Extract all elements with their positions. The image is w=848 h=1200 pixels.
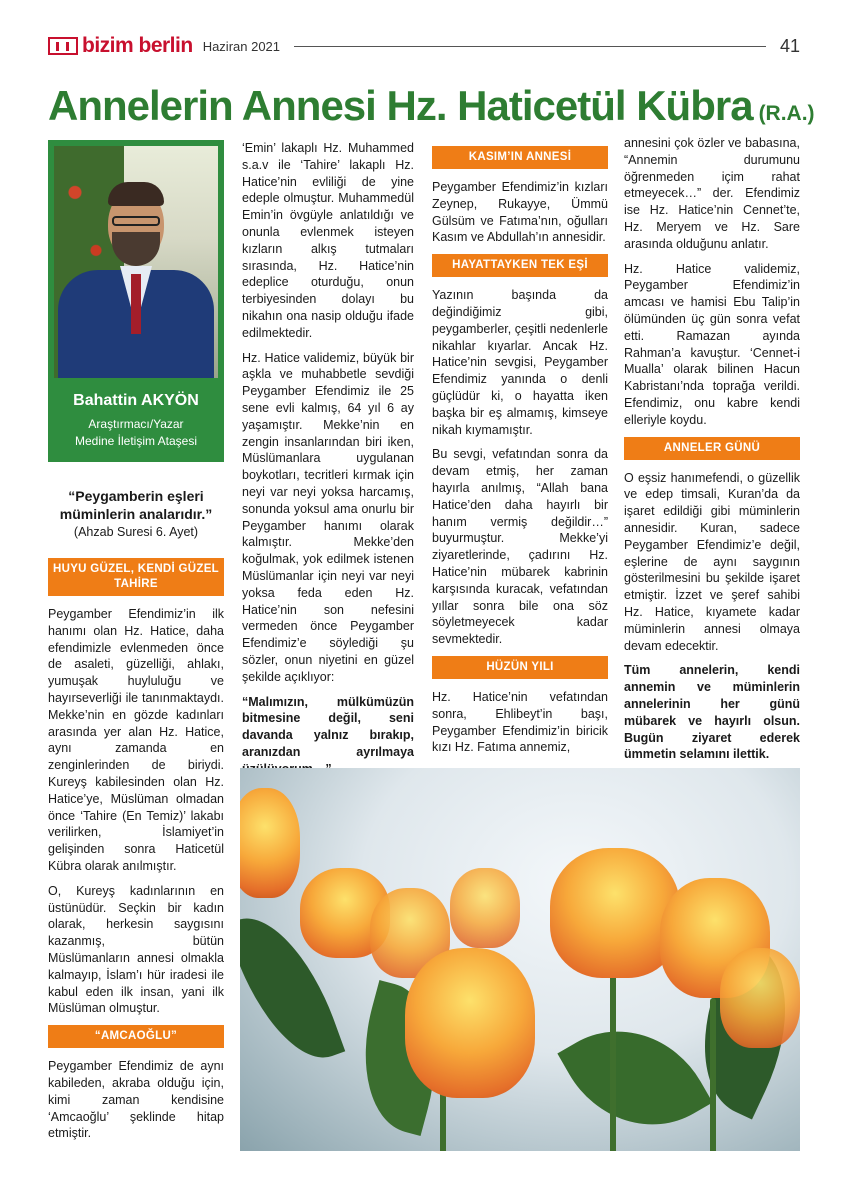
col1-p1: Peygamber Efendimiz’in ilk hanımı olan Hz. Hatice, daha efendimizle evlenmeden önce de asaleti, güzelliği, ahlakı, yumuşak huyluluğu ve hayırseverliği ile tanınmaktaydı. Mekke’nin en gözde kadınları arasında yer alan Hz. Hatice, aynı zamanda en zenginlerinden de biriydi. Kureyş kabilesinden olan Hz. Hatice’ye, Müslüman olmadan önce ‘Tahire (En Temiz)’ lakabı verilirken, İslamiyet’in gelişinden sonra Haticetül Kübra olarak anılmıştır. (48, 607, 224, 873)
col3-p1: Peygamber Efendimiz’in kızları Zeynep, Rukayye, Ümmü Gülsüm ve Fatıma’nın, oğulları Kasım ve Abdullah’ın annesidir. (432, 180, 608, 245)
column-1-body (48, 552, 224, 1150)
author-role-line1: Araştırmacı/Yazar (88, 417, 184, 431)
author-card (48, 140, 224, 462)
col2-p1: ‘Emin’ lakaplı Hz. Muhammed s.a.v ile ‘Tahire’ lakaplı Hz. Hatice’nin evliliği de yine edeple olmuştur. Muhammedül Emin’in övgüyle anlatıldığı ve onunla evlenmek isteyen kızların alkış tutmaları sırasında, Hz. Hatice’nin edeplice oturduğu, onun terbiyesinden dolayı bu nikahın ona nasip olduğu ifade edilmektedir. (242, 141, 414, 340)
subhead-kasim: KASIM’IN ANNESİ (432, 146, 608, 169)
subhead-hayattayken: HAYATTAYKEN TEK EŞİ (432, 254, 608, 277)
column-4 (624, 135, 800, 771)
quote-source: (Ahzab Suresi 6. Ayet) (73, 525, 199, 539)
title-suffix: (R.A.) (758, 102, 815, 125)
col2-p2: Hz. Hatice validemiz, büyük bir aşkla ve muhabbetle sevdiği Peygamber Efendimiz ile 25 sene evli kalmış, 64 yıl 6 ay yaşamıştır. Mekke’nin en zengin insanlarından biri iken, Müslümanlara uygulanan boykotları, tecritleri kırmak için neyi var neyi yoksa harcamış, sonunda yoksul ama onurlu bir Peygamber hanımı olarak kalmıştır. Mekke’den koğulmak, yok edilmek istenen Müslümanlar için neyi var neyi yoksa feda eden Hz. Hatice’nin son nefesini vermeden önce Peygamber Efendimiz’e söylediği şu sözler, onun niyetini en güzel şekilde açıklıyor: (242, 350, 414, 684)
subhead-huyu: HUYU GÜZEL, KENDİ GÜZEL TAHİRE (48, 558, 224, 596)
subhead-amcaoglu: “AMCAOĞLU” (48, 1025, 224, 1048)
quote-text: “Peygamberin eşleri müminlerin analarıdır.” (59, 488, 213, 522)
author-role-line2: Medine İletişim Ataşesi (74, 434, 198, 448)
article-title (48, 82, 815, 130)
col1-p2: O, Kureyş kadınlarının en üstünüdür. Seçkin bir kadın olarak, herkesin saygısını kazanmış, bütün Müslümanların annesi olmakla kalmayıp, İslam’ı hür iradesi ile kabul eden ilk insan, yani ilk Müslüman olmuştur. (48, 883, 224, 1016)
masthead (48, 34, 800, 58)
page-number: 41 (779, 35, 800, 56)
col3-p2: Yazının başında da değindiğimiz gibi, peygamberler, çeşitli nedenlerle nikahlar kıyarlar. Ancak Hz. Hatice’nin sevgisi, Peygamber Efendimiz yanında o denli güçlüdür ki, o hayatta iken başka bir eş almamış, kimseye nikah kıymamıştır. (432, 288, 608, 437)
title-main: Annelerin Annesi Hz. Haticetül Kübra (48, 82, 753, 129)
col4-p2: Hz. Hatice validemiz, Peygamber Efendimiz’in amcası ve hamisi Ebu Talip’in ölümünden üç gün sonra vefat etti. Ramazan ayında Rahman’a kavuştur. ‘Cennet-i Mualla’ olarak bilinen Hacun Kabristanı’nda toprağa verildi. Efendimiz, onu kabre kendi elleriyle koydu. (624, 261, 800, 427)
pull-quote (48, 487, 224, 539)
col2-p3: “Malımızın, mülkümüzün bitmesine değil, seni davanda yalnız bırakıp, aranızdan ayrılmaya (242, 694, 414, 759)
roses-photo (240, 768, 800, 1151)
header-rule (294, 46, 766, 47)
logo-icon (48, 37, 78, 55)
logo (48, 34, 193, 58)
col1-p3: Peygamber Efendimiz de aynı kabileden, akraba olduğu için, kimi zaman kendisine ‘Amcaoğlu’ şeklinde hitap etmiştir. (48, 1059, 224, 1141)
column-3 (432, 140, 608, 764)
subhead-anneler: ANNELER GÜNÜ (624, 437, 800, 460)
author-photo (54, 146, 218, 378)
col4-p1: annesini çok özler ve babasına, “Annemin durumunu öğrenmeden içim rahat etmeyecek…” der. Efendimiz ise Hz. Hatice’nin Cennet’te, Hz. Meryem ve Hz. Sare arasında olduğunu anlatır. (624, 136, 800, 251)
col4-p3: O eşsiz hanımefendi, o güzellik ve edep timsali, Kuran’da da işaret edildiği gibi müminlerin annesidir. Kuran, sadece Peygamber Efendimiz’e değil, eşlerine de aynı saygının gösterilmesini bu şekilde işaret etmiştir. İzzet ve şeref sahibi Hz. Hatice, kıyamete kadar müminlerin annesi olmaya devam edecektir. (624, 470, 800, 653)
subhead-huzun: HÜZÜN YILI (432, 656, 608, 679)
author-role (48, 416, 224, 450)
logo-text: bizim berlin (82, 34, 193, 57)
issue-date: Haziran 2021 (202, 38, 281, 54)
author-name: Bahattin AKYÖN (73, 392, 199, 409)
col4-p4: Tüm annelerin, kendi annemin ve müminlerin annelerinin her günü mübarek ve hayırlı olsun. Bugün ziyaret ederek ümmetin selamını ilettik. (624, 663, 800, 762)
column-2 (242, 140, 414, 785)
col3-p3: Bu sevgi, vefatından sonra da devam etmiş, her zaman hayırla anılmış, “Allah bana Hatice’den daha hayırlı bir hanım vermiş değildir…” buyurmuştur. Mekke’yi ziyaretlerinde, çadırını Hz. Hatice’nin mübarek kabrinin karşısında kuracak, vefatından yıllar sonra bile ona söz söyletmeyecek kadar sevmektedir. (432, 447, 608, 647)
col3-p4: Hz. Hatice’nin vefatından sonra, Ehlibeyt’in başı, Peygamber Efendimiz’in biricik kızı Hz. Fatıma annemiz, (432, 689, 608, 755)
